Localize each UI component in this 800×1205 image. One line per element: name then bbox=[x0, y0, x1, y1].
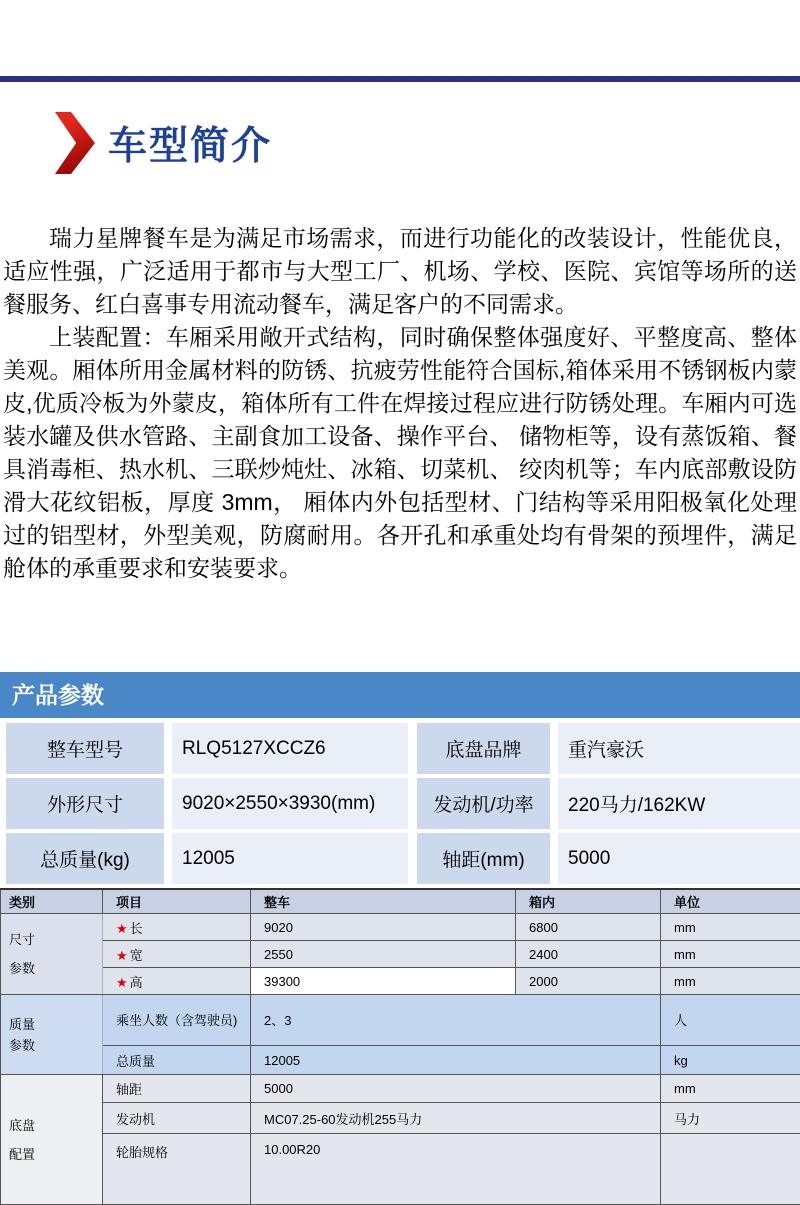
table-row bbox=[6, 723, 800, 774]
unit-cell: mm bbox=[661, 914, 800, 941]
section-title: 车型简介 bbox=[108, 115, 272, 171]
category-label: 尺寸参数 bbox=[9, 925, 45, 983]
spec-value: 220马力/162KW bbox=[558, 778, 800, 829]
value-cell: 5000 bbox=[251, 1075, 661, 1103]
editing-cell[interactable]: 39300 bbox=[251, 968, 516, 995]
col-header-unit: 单位 bbox=[661, 889, 800, 914]
spec-table bbox=[0, 888, 800, 1205]
intro-text bbox=[0, 222, 800, 672]
item-cell: 总质量 bbox=[103, 1046, 251, 1075]
spec-value: 12005 bbox=[172, 833, 408, 884]
item-label: 宽 bbox=[130, 948, 143, 963]
item-cell: 轴距 bbox=[103, 1075, 251, 1103]
intro-paragraph-1: 瑞力星牌餐车是为满足市场需求，而进行功能化的改装设计，性能优良，适应性强，广泛适用于都市与大型工厂、机场、学校、医院、宾馆等场所的送餐服务、红白喜事专用流动餐车，满足客户的不同需求。 bbox=[3, 222, 797, 321]
chevron-right-icon bbox=[55, 112, 95, 174]
whole-value-cell: 9020 bbox=[251, 914, 516, 941]
value-cell: 12005 bbox=[251, 1046, 661, 1075]
table-row bbox=[1, 1075, 800, 1103]
spec-value: 9020×2550×3930(mm) bbox=[172, 778, 408, 829]
category-cell bbox=[1, 1075, 103, 1205]
box-value-cell: 2000 bbox=[516, 968, 661, 995]
table-row bbox=[6, 778, 800, 829]
spec-value: 重汽豪沃 bbox=[558, 723, 800, 774]
quick-specs-table bbox=[6, 723, 800, 884]
col-header-category: 类别 bbox=[1, 889, 103, 914]
category-label: 底盘配置 bbox=[9, 1111, 45, 1169]
table-row bbox=[1, 1134, 800, 1205]
spec-label: 底盘品牌 bbox=[417, 723, 550, 774]
unit-cell: 人 bbox=[661, 995, 800, 1046]
col-header-whole-vehicle: 整车 bbox=[251, 889, 516, 914]
value-cell: 2、3 bbox=[251, 995, 661, 1046]
product-params-banner: 产品参数 bbox=[0, 672, 800, 718]
table-row bbox=[1, 968, 800, 995]
value-cell: MC07.25-60发动机255马力 bbox=[251, 1103, 661, 1134]
unit-cell: mm bbox=[661, 1075, 800, 1103]
unit-cell: mm bbox=[661, 941, 800, 968]
col-header-item: 项目 bbox=[103, 889, 251, 914]
table-header-row bbox=[1, 889, 800, 914]
unit-cell bbox=[661, 1134, 800, 1205]
item-label: 长 bbox=[130, 921, 143, 936]
col-header-box-interior: 箱内 bbox=[516, 889, 661, 914]
item-cell: 发动机 bbox=[103, 1103, 251, 1134]
unit-cell: mm bbox=[661, 968, 800, 995]
spec-label: 总质量(kg) bbox=[6, 833, 164, 884]
unit-cell: 马力 bbox=[661, 1103, 800, 1134]
table-row bbox=[1, 1103, 800, 1134]
item-cell: 轮胎规格 bbox=[103, 1134, 251, 1205]
whole-value-cell: 2550 bbox=[251, 941, 516, 968]
required-star-icon: ★ bbox=[116, 975, 128, 990]
required-star-icon: ★ bbox=[116, 948, 128, 963]
spec-label: 外形尺寸 bbox=[6, 778, 164, 829]
table-row bbox=[6, 833, 800, 884]
item-cell bbox=[103, 914, 251, 941]
spec-label: 整车型号 bbox=[6, 723, 164, 774]
spec-label: 发动机/功率 bbox=[417, 778, 550, 829]
spec-label: 轴距(mm) bbox=[417, 833, 550, 884]
required-star-icon: ★ bbox=[116, 921, 128, 936]
box-value-cell: 2400 bbox=[516, 941, 661, 968]
item-label: 高 bbox=[130, 975, 143, 990]
spec-value: RLQ5127XCCZ6 bbox=[172, 723, 408, 774]
table-row bbox=[1, 1046, 800, 1075]
item-cell bbox=[103, 968, 251, 995]
category-cell bbox=[1, 914, 103, 995]
table-row bbox=[1, 914, 800, 941]
top-divider bbox=[0, 76, 800, 82]
table-row bbox=[1, 941, 800, 968]
intro-paragraph-2: 上装配置：车厢采用敞开式结构，同时确保整体强度好、平整度高、整体美观。厢体所用金属材料的防锈、抗疲劳性能符合国标,箱体采用不锈钢板内蒙皮,优质冷板为外蒙皮，箱体所有工件在焊接过程应进行防锈处理。车厢内可选装水罐及供水管路、主副食加工设备、操作平台、 储物柜等，设有蒸饭箱、餐具消毒柜、热水机、三联炒炖灶、冰箱、切菜机、 绞肉机等；车内底部敷设防滑大花纹铝板，厚度 3mm， 厢体内外包括型材、门结构等采用阳极氧化处理过的铝型材，外型美观，防腐耐用。各开孔和承重处均有骨架的预埋件，满足舱体的承重要求和安装要求。 bbox=[3, 321, 797, 585]
value-cell: 10.00R20 bbox=[251, 1134, 661, 1205]
table-row bbox=[1, 995, 800, 1046]
unit-cell: kg bbox=[661, 1046, 800, 1075]
box-value-cell: 6800 bbox=[516, 914, 661, 941]
category-cell bbox=[1, 995, 103, 1075]
category-label: 质量参数 bbox=[9, 1014, 45, 1056]
spec-value: 5000 bbox=[558, 833, 800, 884]
section-heading bbox=[55, 112, 800, 174]
item-cell: 乘坐人数（含驾驶员) bbox=[103, 995, 251, 1046]
item-cell bbox=[103, 941, 251, 968]
